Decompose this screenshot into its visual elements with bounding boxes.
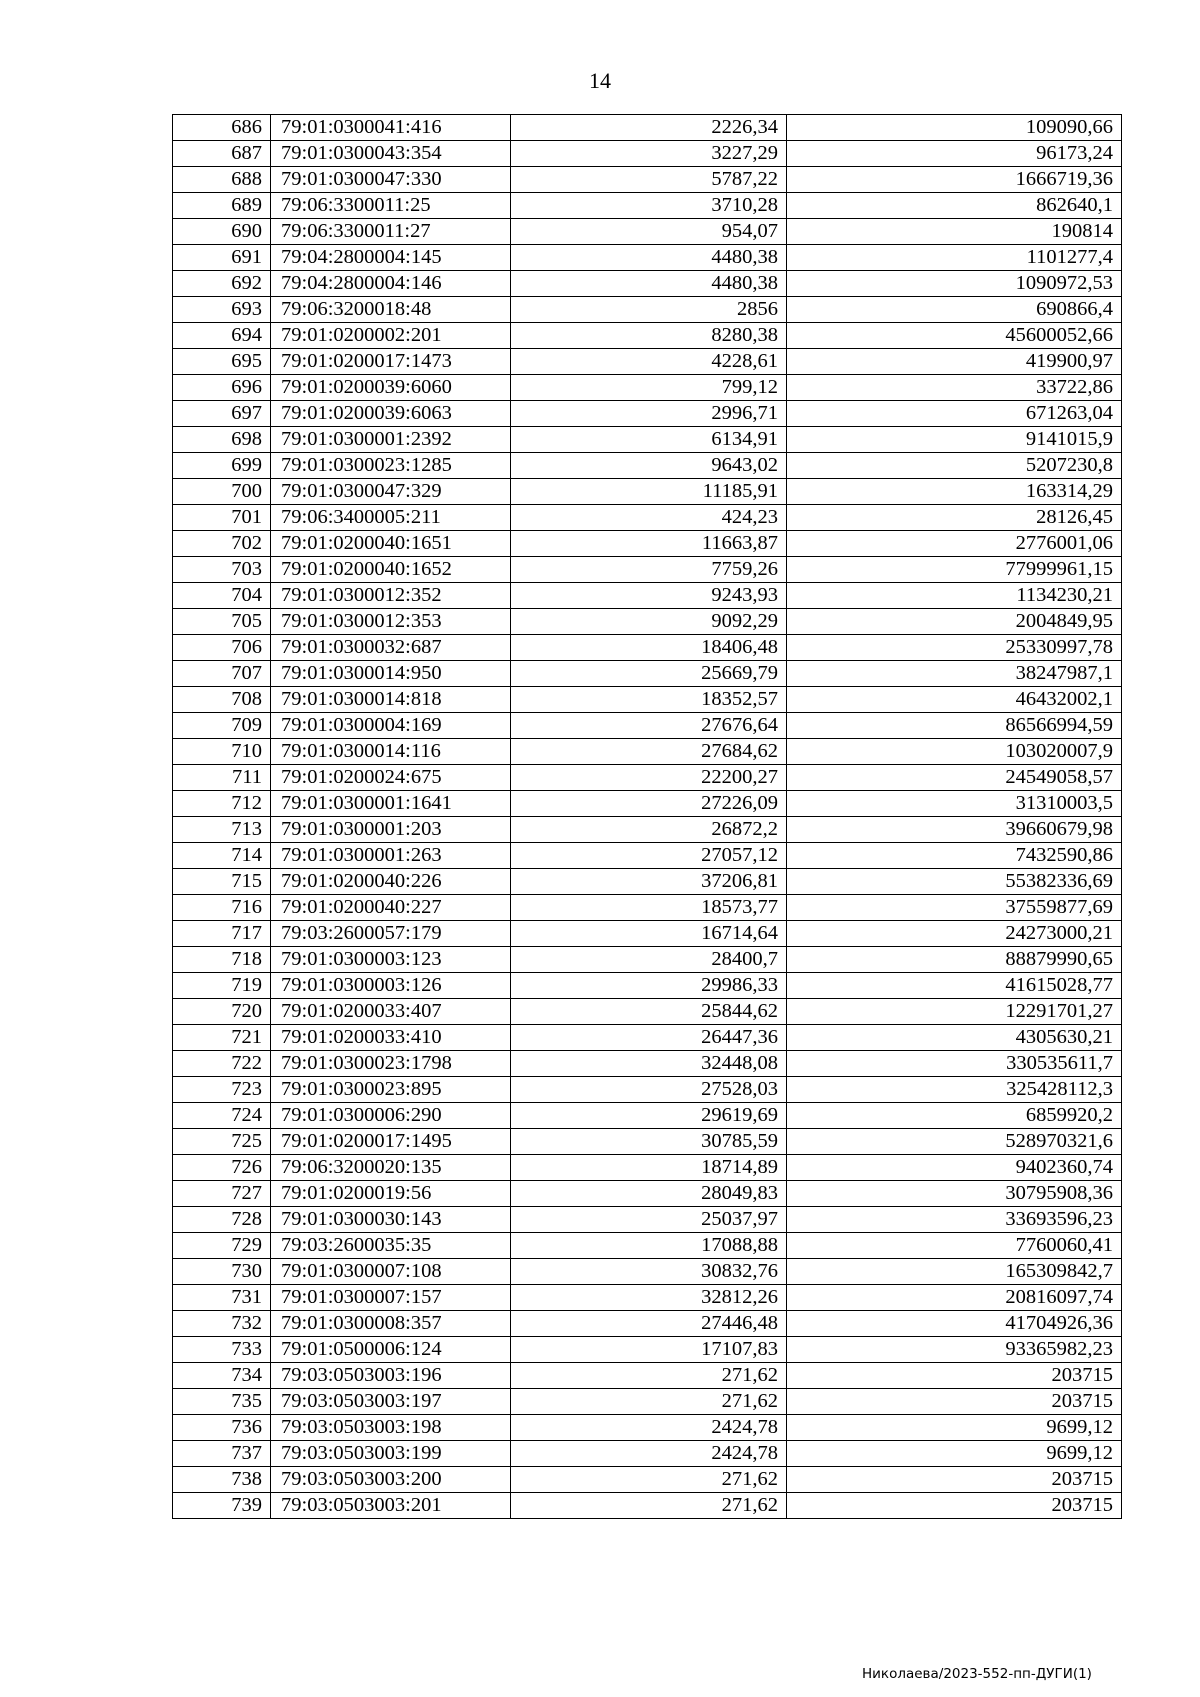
area-cell: 2424,78: [511, 1415, 787, 1441]
value-cell: 33693596,23: [787, 1207, 1122, 1233]
cadastral-number-cell: 79:06:3300011:27: [271, 219, 511, 245]
row-number-cell: 710: [173, 739, 271, 765]
area-cell: 3710,28: [511, 193, 787, 219]
area-cell: 8280,38: [511, 323, 787, 349]
table-row: [173, 349, 1122, 375]
area-cell: 271,62: [511, 1467, 787, 1493]
table-row: [173, 1389, 1122, 1415]
row-number-cell: 722: [173, 1051, 271, 1077]
table-row: [173, 1181, 1122, 1207]
table-row: [173, 1337, 1122, 1363]
row-number-cell: 701: [173, 505, 271, 531]
row-number-cell: 725: [173, 1129, 271, 1155]
cadastral-number-cell: 79:01:0200039:6063: [271, 401, 511, 427]
area-cell: 29619,69: [511, 1103, 787, 1129]
value-cell: 165309842,7: [787, 1259, 1122, 1285]
area-cell: 18714,89: [511, 1155, 787, 1181]
row-number-cell: 688: [173, 167, 271, 193]
value-cell: 419900,97: [787, 349, 1122, 375]
row-number-cell: 693: [173, 297, 271, 323]
row-number-cell: 709: [173, 713, 271, 739]
cadastral-number-cell: 79:01:0300043:354: [271, 141, 511, 167]
value-cell: 325428112,3: [787, 1077, 1122, 1103]
row-number-cell: 706: [173, 635, 271, 661]
row-number-cell: 727: [173, 1181, 271, 1207]
value-cell: 9699,12: [787, 1415, 1122, 1441]
row-number-cell: 733: [173, 1337, 271, 1363]
cadastral-number-cell: 79:04:2800004:145: [271, 245, 511, 271]
value-cell: 109090,66: [787, 115, 1122, 141]
value-cell: 28126,45: [787, 505, 1122, 531]
row-number-cell: 719: [173, 973, 271, 999]
row-number-cell: 703: [173, 557, 271, 583]
cadastral-number-cell: 79:01:0300001:203: [271, 817, 511, 843]
cadastral-number-cell: 79:01:0300023:895: [271, 1077, 511, 1103]
table-body: [173, 115, 1122, 1519]
area-cell: 271,62: [511, 1389, 787, 1415]
row-number-cell: 687: [173, 141, 271, 167]
cadastral-number-cell: 79:01:0200017:1495: [271, 1129, 511, 1155]
row-number-cell: 726: [173, 1155, 271, 1181]
cadastral-number-cell: 79:03:2600035:35: [271, 1233, 511, 1259]
cadastral-number-cell: 79:03:0503003:201: [271, 1493, 511, 1519]
table-row: [173, 167, 1122, 193]
cadastral-number-cell: 79:01:0300001:1641: [271, 791, 511, 817]
area-cell: 2424,78: [511, 1441, 787, 1467]
cadastral-number-cell: 79:01:0500006:124: [271, 1337, 511, 1363]
cadastral-number-cell: 79:06:3200018:48: [271, 297, 511, 323]
row-number-cell: 730: [173, 1259, 271, 1285]
row-number-cell: 738: [173, 1467, 271, 1493]
row-number-cell: 721: [173, 1025, 271, 1051]
area-cell: 27528,03: [511, 1077, 787, 1103]
cadastral-number-cell: 79:01:0200033:410: [271, 1025, 511, 1051]
row-number-cell: 686: [173, 115, 271, 141]
value-cell: 41615028,77: [787, 973, 1122, 999]
area-cell: 9243,93: [511, 583, 787, 609]
value-cell: 45600052,66: [787, 323, 1122, 349]
table-row: [173, 609, 1122, 635]
row-number-cell: 692: [173, 271, 271, 297]
value-cell: 31310003,5: [787, 791, 1122, 817]
cadastral-number-cell: 79:01:0200024:675: [271, 765, 511, 791]
table-row: [173, 947, 1122, 973]
row-number-cell: 712: [173, 791, 271, 817]
row-number-cell: 713: [173, 817, 271, 843]
area-cell: 2996,71: [511, 401, 787, 427]
row-number-cell: 691: [173, 245, 271, 271]
table-row: [173, 999, 1122, 1025]
area-cell: 4480,38: [511, 271, 787, 297]
area-cell: 25037,97: [511, 1207, 787, 1233]
table-row: [173, 297, 1122, 323]
value-cell: 86566994,59: [787, 713, 1122, 739]
value-cell: 203715: [787, 1389, 1122, 1415]
cadastral-number-cell: 79:03:0503003:199: [271, 1441, 511, 1467]
row-number-cell: 736: [173, 1415, 271, 1441]
row-number-cell: 702: [173, 531, 271, 557]
row-number-cell: 731: [173, 1285, 271, 1311]
area-cell: 28049,83: [511, 1181, 787, 1207]
area-cell: 25669,79: [511, 661, 787, 687]
row-number-cell: 734: [173, 1363, 271, 1389]
row-number-cell: 739: [173, 1493, 271, 1519]
value-cell: 20816097,74: [787, 1285, 1122, 1311]
area-cell: 6134,91: [511, 427, 787, 453]
cadastral-number-cell: 79:06:3300011:25: [271, 193, 511, 219]
value-cell: 103020007,9: [787, 739, 1122, 765]
table-row: [173, 1025, 1122, 1051]
row-number-cell: 723: [173, 1077, 271, 1103]
page-number: 14: [589, 68, 611, 93]
row-number-cell: 716: [173, 895, 271, 921]
cadastral-number-cell: 79:01:0200040:226: [271, 869, 511, 895]
table-row: [173, 193, 1122, 219]
row-number-cell: 724: [173, 1103, 271, 1129]
table-row: [173, 1155, 1122, 1181]
area-cell: 954,07: [511, 219, 787, 245]
area-cell: 9092,29: [511, 609, 787, 635]
value-cell: 330535611,7: [787, 1051, 1122, 1077]
table-row: [173, 505, 1122, 531]
cadastral-number-cell: 79:01:0300008:357: [271, 1311, 511, 1337]
cadastral-number-cell: 79:01:0300004:169: [271, 713, 511, 739]
table-row: [173, 973, 1122, 999]
value-cell: 7432590,86: [787, 843, 1122, 869]
cadastral-number-cell: 79:01:0300006:290: [271, 1103, 511, 1129]
value-cell: 88879990,65: [787, 947, 1122, 973]
table-row: [173, 1259, 1122, 1285]
row-number-cell: 689: [173, 193, 271, 219]
value-cell: 30795908,36: [787, 1181, 1122, 1207]
area-cell: 16714,64: [511, 921, 787, 947]
row-number-cell: 735: [173, 1389, 271, 1415]
value-cell: 862640,1: [787, 193, 1122, 219]
cadastral-number-cell: 79:01:0200040:1651: [271, 531, 511, 557]
area-cell: 32448,08: [511, 1051, 787, 1077]
row-number-cell: 705: [173, 609, 271, 635]
cadastral-number-cell: 79:01:0300023:1285: [271, 453, 511, 479]
value-cell: 38247987,1: [787, 661, 1122, 687]
value-cell: 55382336,69: [787, 869, 1122, 895]
value-cell: 5207230,8: [787, 453, 1122, 479]
cadastral-number-cell: 79:01:0200039:6060: [271, 375, 511, 401]
value-cell: 25330997,78: [787, 635, 1122, 661]
cadastral-number-cell: 79:01:0300047:330: [271, 167, 511, 193]
table-row: [173, 1363, 1122, 1389]
cadastral-number-cell: 79:01:0300012:352: [271, 583, 511, 609]
row-number-cell: 697: [173, 401, 271, 427]
area-cell: 29986,33: [511, 973, 787, 999]
area-cell: 5787,22: [511, 167, 787, 193]
area-cell: 2226,34: [511, 115, 787, 141]
cadastral-number-cell: 79:01:0300023:1798: [271, 1051, 511, 1077]
table-row: [173, 245, 1122, 271]
area-cell: 11663,87: [511, 531, 787, 557]
table-row: [173, 895, 1122, 921]
cadastral-number-cell: 79:01:0300003:123: [271, 947, 511, 973]
row-number-cell: 717: [173, 921, 271, 947]
table-row: [173, 1233, 1122, 1259]
cadastral-number-cell: 79:01:0300032:687: [271, 635, 511, 661]
table-row: [173, 557, 1122, 583]
table-row: [173, 765, 1122, 791]
value-cell: 2776001,06: [787, 531, 1122, 557]
value-cell: 1666719,36: [787, 167, 1122, 193]
table-row: [173, 739, 1122, 765]
value-cell: 528970321,6: [787, 1129, 1122, 1155]
cadastral-number-cell: 79:03:0503003:196: [271, 1363, 511, 1389]
value-cell: 203715: [787, 1467, 1122, 1493]
value-cell: 7760060,41: [787, 1233, 1122, 1259]
area-cell: 4480,38: [511, 245, 787, 271]
area-cell: 799,12: [511, 375, 787, 401]
area-cell: 18573,77: [511, 895, 787, 921]
value-cell: 12291701,27: [787, 999, 1122, 1025]
value-cell: 93365982,23: [787, 1337, 1122, 1363]
value-cell: 1134230,21: [787, 583, 1122, 609]
cadastral-number-cell: 79:01:0200002:201: [271, 323, 511, 349]
row-number-cell: 728: [173, 1207, 271, 1233]
value-cell: 9699,12: [787, 1441, 1122, 1467]
row-number-cell: 704: [173, 583, 271, 609]
cadastral-number-cell: 79:01:0300047:329: [271, 479, 511, 505]
area-cell: 25844,62: [511, 999, 787, 1025]
table-row: [173, 1103, 1122, 1129]
value-cell: 24273000,21: [787, 921, 1122, 947]
area-cell: 271,62: [511, 1493, 787, 1519]
cadastral-number-cell: 79:01:0300030:143: [271, 1207, 511, 1233]
area-cell: 37206,81: [511, 869, 787, 895]
table-row: [173, 531, 1122, 557]
area-cell: 30832,76: [511, 1259, 787, 1285]
row-number-cell: 729: [173, 1233, 271, 1259]
cadastral-number-cell: 79:01:0300014:818: [271, 687, 511, 713]
row-number-cell: 694: [173, 323, 271, 349]
table-row: [173, 661, 1122, 687]
cadastral-number-cell: 79:01:0300014:116: [271, 739, 511, 765]
value-cell: 690866,4: [787, 297, 1122, 323]
value-cell: 1090972,53: [787, 271, 1122, 297]
value-cell: 37559877,69: [787, 895, 1122, 921]
cadastral-number-cell: 79:01:0300041:416: [271, 115, 511, 141]
area-cell: 27226,09: [511, 791, 787, 817]
table-row: [173, 1493, 1122, 1519]
area-cell: 32812,26: [511, 1285, 787, 1311]
table-row: [173, 583, 1122, 609]
table-row: [173, 843, 1122, 869]
table-row: [173, 713, 1122, 739]
row-number-cell: 732: [173, 1311, 271, 1337]
cadastral-number-cell: 79:01:0200019:56: [271, 1181, 511, 1207]
table-row: [173, 427, 1122, 453]
cadastral-number-cell: 79:01:0300007:108: [271, 1259, 511, 1285]
area-cell: 18352,57: [511, 687, 787, 713]
row-number-cell: 690: [173, 219, 271, 245]
table-row: [173, 1467, 1122, 1493]
table-row: [173, 1051, 1122, 1077]
area-cell: 27446,48: [511, 1311, 787, 1337]
area-cell: 9643,02: [511, 453, 787, 479]
cadastral-number-cell: 79:01:0300001:263: [271, 843, 511, 869]
row-number-cell: 707: [173, 661, 271, 687]
row-number-cell: 720: [173, 999, 271, 1025]
row-number-cell: 714: [173, 843, 271, 869]
value-cell: 46432002,1: [787, 687, 1122, 713]
cadastral-number-cell: 79:06:3200020:135: [271, 1155, 511, 1181]
row-number-cell: 737: [173, 1441, 271, 1467]
value-cell: 4305630,21: [787, 1025, 1122, 1051]
cadastral-number-cell: 79:01:0300001:2392: [271, 427, 511, 453]
table-row: [173, 635, 1122, 661]
table-row: [173, 1077, 1122, 1103]
row-number-cell: 711: [173, 765, 271, 791]
area-cell: 11185,91: [511, 479, 787, 505]
value-cell: 96173,24: [787, 141, 1122, 167]
area-cell: 17088,88: [511, 1233, 787, 1259]
cadastral-number-cell: 79:03:2600057:179: [271, 921, 511, 947]
area-cell: 17107,83: [511, 1337, 787, 1363]
table-row: [173, 141, 1122, 167]
table-row: [173, 219, 1122, 245]
table-row: [173, 401, 1122, 427]
value-cell: 163314,29: [787, 479, 1122, 505]
cadastral-number-cell: 79:03:0503003:198: [271, 1415, 511, 1441]
area-cell: 18406,48: [511, 635, 787, 661]
cadastral-number-cell: 79:01:0200017:1473: [271, 349, 511, 375]
value-cell: 203715: [787, 1493, 1122, 1519]
value-cell: 6859920,2: [787, 1103, 1122, 1129]
value-cell: 2004849,95: [787, 609, 1122, 635]
cadastral-number-cell: 79:01:0300012:353: [271, 609, 511, 635]
cadastral-number-cell: 79:01:0200033:407: [271, 999, 511, 1025]
value-cell: 9402360,74: [787, 1155, 1122, 1181]
row-number-cell: 698: [173, 427, 271, 453]
row-number-cell: 696: [173, 375, 271, 401]
row-number-cell: 718: [173, 947, 271, 973]
value-cell: 77999961,15: [787, 557, 1122, 583]
table-row: [173, 1285, 1122, 1311]
cadastral-number-cell: 79:01:0300003:126: [271, 973, 511, 999]
area-cell: 7759,26: [511, 557, 787, 583]
area-cell: 26447,36: [511, 1025, 787, 1051]
table-row: [173, 791, 1122, 817]
area-cell: 26872,2: [511, 817, 787, 843]
table-row: [173, 1415, 1122, 1441]
cadastral-number-cell: 79:04:2800004:146: [271, 271, 511, 297]
parcel-table: [172, 114, 1122, 1519]
table-row: [173, 1129, 1122, 1155]
value-cell: 39660679,98: [787, 817, 1122, 843]
cadastral-number-cell: 79:01:0300014:950: [271, 661, 511, 687]
row-number-cell: 700: [173, 479, 271, 505]
cadastral-number-cell: 79:03:0503003:197: [271, 1389, 511, 1415]
table-row: [173, 479, 1122, 505]
value-cell: 1101277,4: [787, 245, 1122, 271]
row-number-cell: 708: [173, 687, 271, 713]
area-cell: 27684,62: [511, 739, 787, 765]
cadastral-number-cell: 79:01:0200040:227: [271, 895, 511, 921]
area-cell: 271,62: [511, 1363, 787, 1389]
table-row: [173, 921, 1122, 947]
value-cell: 203715: [787, 1363, 1122, 1389]
area-cell: 424,23: [511, 505, 787, 531]
table-row: [173, 323, 1122, 349]
table-row: [173, 271, 1122, 297]
value-cell: 190814: [787, 219, 1122, 245]
area-cell: 3227,29: [511, 141, 787, 167]
area-cell: 2856: [511, 297, 787, 323]
value-cell: 41704926,36: [787, 1311, 1122, 1337]
table-row: [173, 817, 1122, 843]
cadastral-number-cell: 79:03:0503003:200: [271, 1467, 511, 1493]
value-cell: 9141015,9: [787, 427, 1122, 453]
table-row: [173, 869, 1122, 895]
value-cell: 33722,86: [787, 375, 1122, 401]
area-cell: 22200,27: [511, 765, 787, 791]
cadastral-number-cell: 79:01:0300007:157: [271, 1285, 511, 1311]
row-number-cell: 699: [173, 453, 271, 479]
area-cell: 27676,64: [511, 713, 787, 739]
table-row: [173, 687, 1122, 713]
table-row: [173, 1311, 1122, 1337]
table-row: [173, 1441, 1122, 1467]
document-reference: Николаева/2023-552-пп-ДУГИ(1): [862, 1666, 1092, 1682]
cadastral-number-cell: 79:06:3400005:211: [271, 505, 511, 531]
table-row: [173, 1207, 1122, 1233]
row-number-cell: 715: [173, 869, 271, 895]
value-cell: 671263,04: [787, 401, 1122, 427]
area-cell: 27057,12: [511, 843, 787, 869]
area-cell: 30785,59: [511, 1129, 787, 1155]
area-cell: 4228,61: [511, 349, 787, 375]
area-cell: 28400,7: [511, 947, 787, 973]
table-row: [173, 375, 1122, 401]
table-row: [173, 453, 1122, 479]
table-row: [173, 115, 1122, 141]
value-cell: 24549058,57: [787, 765, 1122, 791]
cadastral-number-cell: 79:01:0200040:1652: [271, 557, 511, 583]
row-number-cell: 695: [173, 349, 271, 375]
